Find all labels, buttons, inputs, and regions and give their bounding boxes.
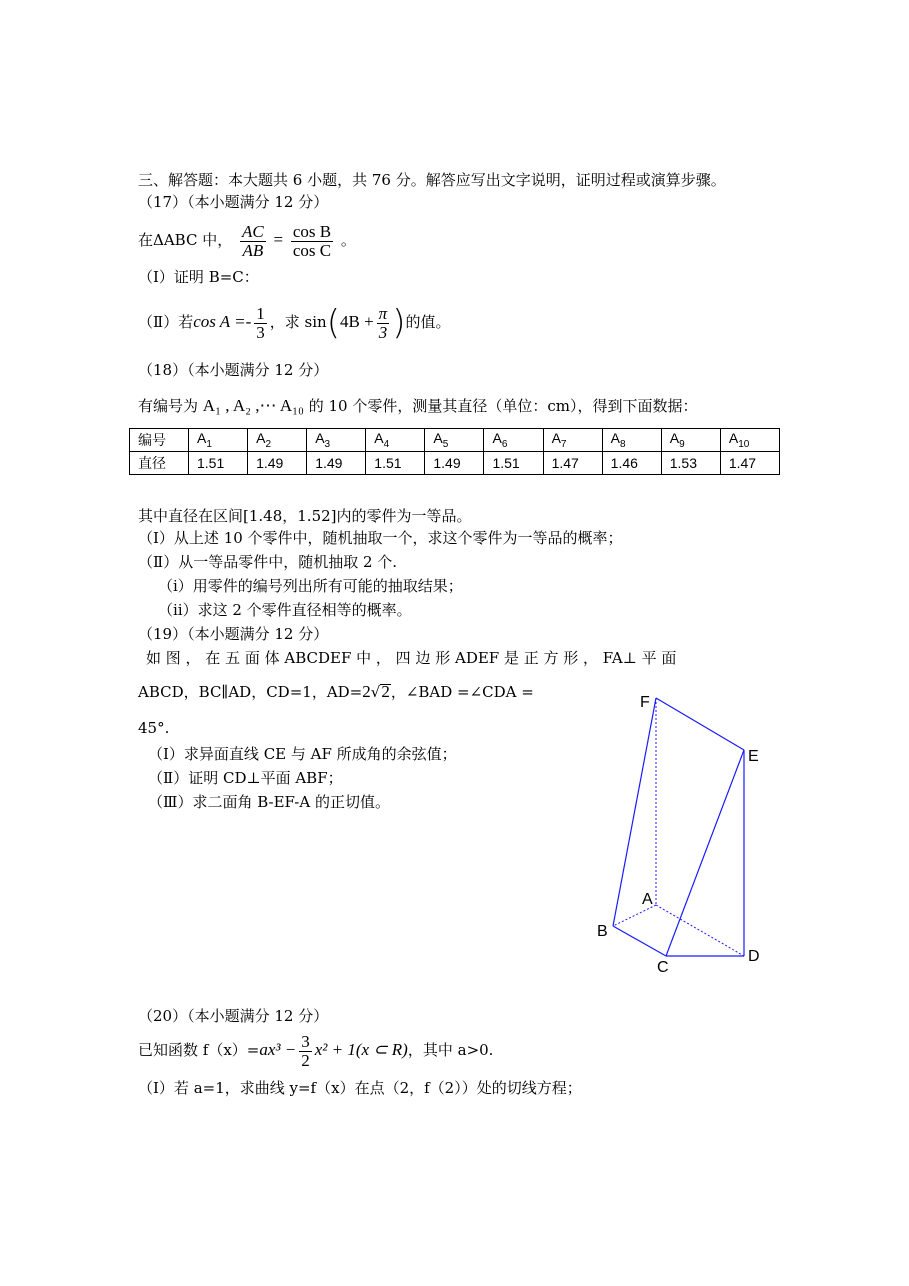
q19-line2: ABCD，BC∥AD，CD=1，AD=2√2，∠BAD =∠CDA = <box>138 682 534 701</box>
fraction-cosb-cosc: $\frac{\text{cos B}}{\text{cos C}}$ <box>292 221 332 260</box>
q20-part1: （Ⅰ）若 a=1，求曲线 y=f（x）在点（2，f（2））处的切线方程； <box>138 1079 582 1097</box>
table-cell-id: $A_3$ <box>307 429 366 452</box>
q17-intro: 在ΔABC 中， <box>138 231 233 249</box>
vertex-label-d: D <box>748 948 760 965</box>
q17-equation: 在ΔABC 中， $\frac{AC}{AB}$ = $\frac{\text{cos B}}{\text{cos C}}$ 。 <box>138 221 356 260</box>
q19-line1: 如 图 ， 在 五 面 体 ABCDEF 中 ， 四 边 形 ADEF 是 正 方 形 ， FA⊥ 平 面 <box>146 649 677 667</box>
table-cell-diameter: 1.47 <box>543 452 602 475</box>
table-cell-id: $A_4$ <box>366 429 425 452</box>
table-cell-diameter: 1.53 <box>661 452 720 475</box>
vertex-label-c: C <box>657 959 669 976</box>
section-header: 三、解答题：本大题共 6 小题，共 76 分。解答应写出文字说明，证明过程或演算步骤。 <box>138 171 726 189</box>
q18-part2: （Ⅱ）从一等品零件中，随机抽取 2 个. <box>138 553 398 571</box>
vertex-label-f: F <box>640 694 650 711</box>
q19-part2: （Ⅱ）证明 CD⊥平面 ABF； <box>148 769 343 787</box>
edge-ab <box>613 905 656 926</box>
edge-ec <box>666 750 744 956</box>
q20-intro: 已知函数 f（x）=ax³ − $\frac{3}{2}$ x² + 1(x ⊂ R)，其中 a>0. <box>138 1031 494 1070</box>
q17-title: （17）（本小题满分 12 分） <box>138 193 329 211</box>
q17-part2: （Ⅱ）若cos A =- $\frac{1}{3}$ ，求 sin(4B + $\frac{\pi}{3}$ )的值。 <box>138 303 451 343</box>
table-row: 编号 $A_1$ $A_2$ $A_3$ $A_4$ $A_5$ $A_6$ $A_7$ $A_8$ $A_9$ $A_{10}$ <box>130 429 780 452</box>
figure-edges <box>613 698 744 956</box>
q19-part3: （Ⅲ）求二面角 B-EF-A 的正切值。 <box>148 793 390 811</box>
table-cell-id: $A_5$ <box>425 429 484 452</box>
fraction-one-third: $\frac{1}{3}$ <box>256 303 265 342</box>
edge-fe <box>656 698 744 750</box>
vertex-label-a: A <box>642 891 653 908</box>
diameter-table <box>129 428 780 475</box>
q18-intro: 有编号为 A₁ , A₂ ,⋯ A₁₀ 的 10 个零件，测量其直径（单位：cm），得到下面数据： <box>138 396 698 415</box>
table-cell-diameter: 1.51 <box>484 452 543 475</box>
q18-note: 其中直径在区间[1.48，1.52]内的零件为一等品。 <box>138 507 472 525</box>
vertex-label-b: B <box>597 923 608 940</box>
table-cell-diameter: 1.47 <box>720 452 779 475</box>
table-cell-diameter: 1.46 <box>602 452 661 475</box>
q20-title: （20）（本小题满分 12 分） <box>138 1007 329 1025</box>
q19-part1: （Ⅰ）求异面直线 CE 与 AF 所成角的余弦值； <box>148 745 457 763</box>
fraction-pi-third: $\frac{\pi}{3}$ <box>378 303 388 342</box>
table-cell-id: $A_9$ <box>661 429 720 452</box>
table-cell-id: $A_2$ <box>248 429 307 452</box>
q19-line3: 45°. <box>138 719 170 737</box>
q18-title: （18）（本小题满分 12 分） <box>138 361 329 379</box>
table-cell-diameter: 1.51 <box>189 452 248 475</box>
fraction-ac-ab: $\frac{AC}{AB}$ <box>242 221 264 260</box>
edge-bc <box>613 926 666 956</box>
q18-sub2: （ⅱ）求这 2 个零件直径相等的概率。 <box>158 601 412 619</box>
table-row: 直径 1.51 1.49 1.49 1.51 1.49 1.51 1.47 1.46 1.53 1.47 <box>130 452 780 475</box>
table-cell-diameter: 1.49 <box>307 452 366 475</box>
q18-part1: （Ⅰ）从上述 10 个零件中，随机抽取一个，求这个零件为一等品的概率； <box>138 529 623 547</box>
hidden-edges <box>613 698 744 956</box>
fraction-three-halves: $\frac{3}{2}$ <box>301 1031 310 1070</box>
table-cell-id: $A_{10}$ <box>720 429 779 452</box>
q18-sub1: （ⅰ）用零件的编号列出所有可能的抽取结果； <box>158 577 463 595</box>
table-cell-diameter: 1.51 <box>366 452 425 475</box>
vertex-label-e: E <box>748 748 759 765</box>
pentahedron-figure <box>590 680 780 980</box>
table-cell-id: $A_6$ <box>484 429 543 452</box>
q17-part1: （Ⅰ）证明 B=C： <box>138 268 259 286</box>
table-cell-diameter: 1.49 <box>425 452 484 475</box>
table-cell-diameter: 1.49 <box>248 452 307 475</box>
table-cell-id: $A_1$ <box>189 429 248 452</box>
table-cell-id: $A_8$ <box>602 429 661 452</box>
table-cell-id: $A_7$ <box>543 429 602 452</box>
q19-title: （19）（本小题满分 12 分） <box>138 625 329 643</box>
